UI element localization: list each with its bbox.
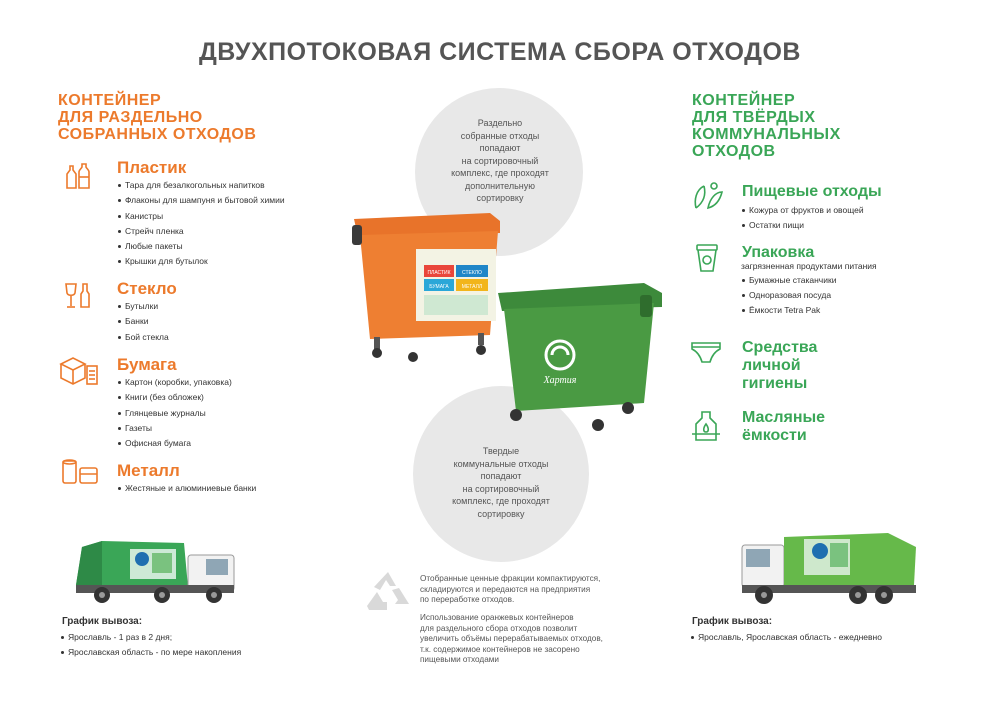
- circle-text-line: коммунальные отходы: [453, 458, 549, 469]
- bin-label-glass: СТЕКЛО: [462, 270, 482, 276]
- note-line: по переработке отходов.: [420, 595, 515, 604]
- recycle-icon: [365, 570, 411, 612]
- left-heading-line: ДЛЯ РАЗДЕЛЬНО: [58, 109, 203, 126]
- oil-bottle-icon: [690, 410, 722, 442]
- category-line: Средства: [742, 339, 818, 356]
- list-item: Газеты: [117, 421, 232, 436]
- paper-box-icon: [58, 352, 100, 386]
- list-item: Ярославль, Ярославская область - ежедневно: [690, 630, 882, 645]
- category-packaging: Упаковка: [742, 244, 815, 261]
- bin-brand-label: Хартия: [543, 375, 577, 386]
- category-line: ёмкости: [742, 427, 807, 444]
- center-note-1: [420, 574, 600, 606]
- category-line: гигиены: [742, 375, 808, 392]
- bin-label-paper: БУМАГА: [429, 284, 449, 290]
- right-heading-line: КОНТЕЙНЕР: [692, 92, 796, 109]
- right-heading-line: ОТХОДОВ: [692, 143, 776, 160]
- list-item: Бутылки: [117, 299, 169, 314]
- category-line: Масляные: [742, 409, 826, 426]
- circle-text-line: Раздельно: [477, 118, 523, 128]
- left-heading: [58, 92, 256, 143]
- list-item: Ярославль - 1 раз в 2 дня;: [60, 630, 241, 645]
- note-line: увеличить объёмы перерабатываемых отходов,: [420, 634, 603, 643]
- note-line: складируются и передаются на предприятия: [420, 584, 591, 594]
- list-item: Стрейч пленка: [117, 224, 285, 239]
- metal-items: [117, 481, 256, 496]
- left-heading-line: КОНТЕЙНЕР: [58, 92, 162, 109]
- circle-text-line: сортировку: [477, 508, 525, 519]
- category-line: личной: [742, 357, 801, 374]
- plastic-items: [117, 178, 285, 270]
- list-item: Книги (без обложек): [117, 390, 232, 405]
- green-container-image: [494, 275, 670, 437]
- circle-text-line: комплекс, где проходят: [451, 168, 549, 178]
- note-line: пищевыми отходами: [420, 655, 499, 664]
- category-food-waste: Пищевые отходы: [742, 183, 882, 200]
- garbage-truck-orange-stream-image: [72, 537, 244, 607]
- note-line: для раздельного сбора отходов позволит: [420, 623, 578, 633]
- list-item: Картон (коробки, упаковка): [117, 375, 232, 390]
- list-item: Офисная бумага: [117, 436, 232, 451]
- center-note-2: [420, 613, 603, 666]
- circle-text-line: Твердые: [482, 446, 520, 456]
- packaging-subtitle: загрязненная продуктами питания: [741, 261, 877, 271]
- list-item: Флаконы для шампуня и бытовой химии: [117, 193, 285, 208]
- glass-items: [117, 299, 169, 345]
- page-title: ДВУХПОТОКОВАЯ СИСТЕМА СБОРА ОТХОДОВ: [199, 38, 801, 66]
- right-schedule-title: График вывоза:: [692, 616, 773, 627]
- list-item: Тара для безалкогольных напитков: [117, 178, 285, 193]
- paper-items: [117, 375, 232, 451]
- category-hygiene: [742, 339, 817, 393]
- note-line: Использование оранжевых контейнеров: [420, 613, 574, 622]
- category-plastic: Пластик: [117, 158, 187, 177]
- circle-text-line: попадают: [480, 471, 522, 481]
- plastic-bottles-icon: [62, 160, 96, 190]
- diaper-icon: [690, 339, 722, 365]
- bin-label-plastic: ПЛАСТИК: [427, 270, 451, 276]
- orange-container-image: [350, 207, 510, 367]
- bin-label-metal: МЕТАЛЛ: [461, 284, 483, 290]
- circle-text-line: на сортировочный: [461, 155, 539, 166]
- list-item: Жестяные и алюминиевые банки: [117, 481, 256, 496]
- list-item: Крышки для бутылок: [117, 254, 285, 269]
- right-heading-line: КОММУНАЛЬНЫХ: [692, 126, 841, 143]
- food-waste-items: [741, 203, 864, 233]
- garbage-truck-green-stream-image: [738, 525, 920, 607]
- left-schedule-title: График вывоза:: [62, 616, 143, 627]
- note-line: Отобранные ценные фракции компактируются,: [420, 574, 601, 583]
- category-paper: Бумага: [117, 355, 177, 374]
- list-item: Остатки пищи: [741, 218, 864, 233]
- list-item: Банки: [117, 314, 169, 329]
- left-schedule-list: [60, 630, 241, 660]
- list-item: Ёмкости Tetra Pak: [741, 303, 836, 318]
- bottom-circle-text: [426, 445, 576, 520]
- circle-text-line: сортировку: [476, 193, 524, 203]
- category-glass: Стекло: [117, 279, 177, 298]
- packaging-items: [741, 273, 836, 318]
- list-item: Ярославская область - по мере накопления: [60, 645, 241, 660]
- circle-text-line: дополнительную: [464, 180, 536, 191]
- list-item: Бумажные стаканчики: [741, 273, 836, 288]
- food-waste-icon: [690, 180, 726, 212]
- list-item: Одноразовая посуда: [741, 288, 836, 303]
- right-heading: [692, 92, 841, 160]
- list-item: Любые пакеты: [117, 239, 285, 254]
- list-item: Кожура от фруктов и овощей: [741, 203, 864, 218]
- note-line: т.к. содержимое контейнеров не засорено: [420, 644, 580, 654]
- circle-text-line: собранные отходы: [460, 130, 540, 141]
- circle-text-line: комплекс, где проходят: [452, 496, 550, 506]
- left-heading-line: СОБРАННЫХ ОТХОДОВ: [58, 126, 257, 143]
- right-schedule-list: [690, 630, 882, 645]
- cup-icon: [693, 242, 721, 274]
- glass-icon: [62, 280, 96, 310]
- right-heading-line: ДЛЯ ТВЁРДЫХ: [692, 109, 816, 126]
- top-circle-text: [425, 117, 575, 205]
- category-oil-containers: [742, 409, 825, 445]
- list-item: Бой стекла: [117, 330, 169, 345]
- circle-text-line: на сортировочный: [462, 483, 540, 494]
- metal-cans-icon: [60, 458, 100, 486]
- circle-text-line: попадают: [479, 143, 521, 153]
- list-item: Глянцевые журналы: [117, 406, 232, 421]
- category-metal: Металл: [117, 461, 180, 480]
- list-item: Канистры: [117, 209, 285, 224]
